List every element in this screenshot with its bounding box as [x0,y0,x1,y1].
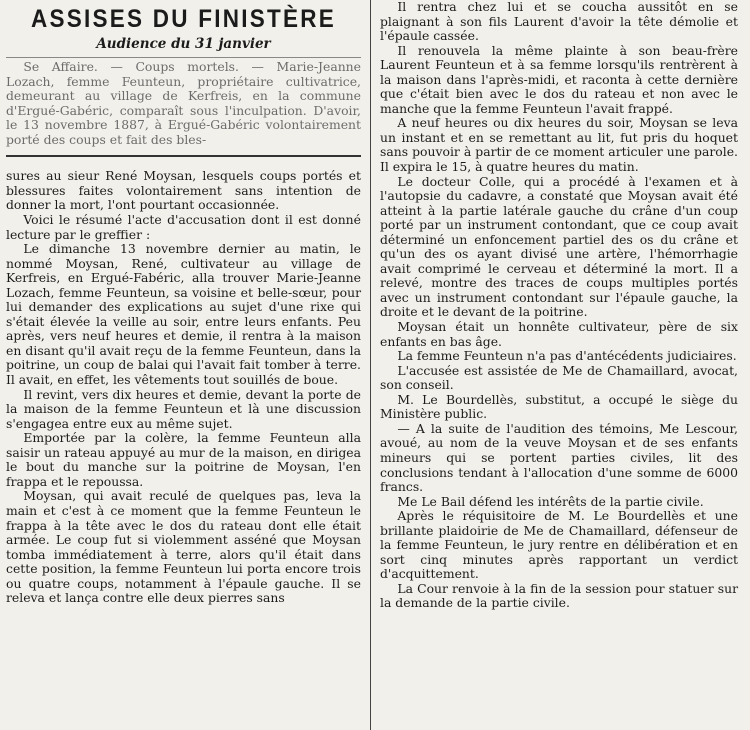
right-paragraph: M. Le Bourdellès, substitut, a occupé le siège du Ministère public. [380,391,738,422]
right-paragraph: Me Le Bail défend les intérêts de la partie civile. [397,493,704,509]
right-paragraph: La Cour renvoie à la fin de la session pour statuer sur la demande de la partie civile. [380,580,738,611]
left-paragraph: Voici le résumé l'acte d'accusation dont il est donné lecture par le greffier : [6,212,361,242]
faded-fragment [6,57,361,157]
left-column [6,0,361,730]
left-paragraph: Emportée par la colère, la femme Feunteun alla saisir un rateau appuyé au mur de la maison, en dirigea le bout du manche sur la poitrine de Moysan, l'en frappa et le repoussa. [6,430,361,489]
right-column [380,0,738,730]
right-paragraph: L'accusée est assistée de Me de Chamaillard, avocat, son conseil. [380,362,738,393]
right-paragraph: A neuf heures ou dix heures du soir, Moysan se leva un instant et en se remettant au lit, fut pris du hoquet sans pouvoir à partir de ce moment articuler une parole. Il expira le 15, à quatre heures du matin. [380,115,738,175]
right-paragraph: — A la suite de l'audition des témoins, Me Lescour, avoué, au nom de la veuve Moysan et de ses enfants mineurs qui se portent parties civiles, lit des conclusions tendant à l'allocation d'une somme de 6000 francs. [380,420,738,495]
page-title: ASSISES DU FINISTÈRE [30,5,337,33]
left-paragraph: Le dimanche 13 novembre dernier au matin, le nommé Moysan, René, cultivateur au village de Kerfreis, en Ergué-Fabéric, alla trouver Marie-Jeanne Lozach, femme Feunteun, sa voisine et belle-sœur, pour lui demander des explications au sujet d'une rixe qui s'était élevée la veille au soir, entre leurs enfants. Peu après, vers neuf heures et demie, il rentra à la maison en disant qu'il avait reçu de la femme Feunteun, dans la poitrine, un coup de balai qui l'avait fait tomber à terre. Il avait, en effet, les vêtements tout souillés de boue. [6,241,361,388]
left-paragraph: sures au sieur René Moysan, lesquels coups portés et blessures faites volontairement sans intention de donner la mort, l'ont pourtant occasionnée. [6,168,361,213]
column-divider [370,0,371,730]
right-paragraph: Après le réquisitoire de M. Le Bourdellès et une brillante plaidoirie de Me de Chamaillard, défenseur de la femme Feunteun, le jury rentre en délibération et en sort cinq minutes après rapportant un verdict d'acquittement. [380,508,738,582]
right-paragraph: La femme Feunteun n'a pas d'antécédents judiciaires. [397,348,737,364]
hearing-date: Audience du 31 janvier [96,35,271,52]
left-paragraph: Il revint, vers dix heures et demie, devant la porte de la maison de la femme Feunteun et là une discussion s'engagea entre eux au même sujet. [6,386,361,431]
right-paragraph: Moysan était un honnête cultivateur, père de six enfants en bas âge. [380,319,738,349]
left-paragraph: Moysan, qui avait reculé de quelques pas, leva la main et c'est à ce moment que la femme Feunteun le frappa à la tête avec le dos du rateau dont elle était armée. Le coup fut si violemment asséné que Moysan tomba immédiatement à terre, alors qu'il était dans cette position, la femme Feunteun lui porta encore trois ou quatre coups, notamment à l'épaule gauche. Il se releva et lança contre elle deux pierres sans [6,488,361,606]
right-paragraph: Il renouvela la même plainte à son beau-frère Laurent Feunteun et à sa femme lorsqu'ils rentrèrent à la maison dans l'après-midi, et raconta à cette dernière que c'était bien avec le dos du rateau et non avec le manche que la femme Feunteun l'avait frappé. [380,42,738,116]
right-paragraph: Le docteur Colle, qui a procédé à l'examen et à l'autopsie du cadavre, a constaté que Moysan avait été atteint à la partie latérale gauche du crâne d'un coup porté par un instrument contondant, que ce coup avait déterminé un enfoncement partiel des os du crâne et qu'un des os ayant divisé une artère, l'hémorrhagie avait comprimé le cerveau et déterminé la mort. Il a relevé, montre des traces de coups multiples portés avec un instrument contondant sur l'épaule gauche, la droite et le devant de la poitrine. [380,173,738,320]
right-paragraph: Il rentra chez lui et se coucha aussitôt en se plaignant à son fils Laurent d'avoir la tête démolie et l'épaule cassée. [380,0,738,44]
fragment-text: Se Affaire. — Coups mortels. — Marie-Jeanne Lozach, femme Feunteun, propriétaire cultivatrice, demeurant au village de Kerfreis, en la commune d'Ergué-Gabéric, comparaît sous l'inculpation. D'avoir, le 13 novembre 1887, à Ergué-Gabéric volontairement porté des coups et fait des bles- [6,59,361,147]
